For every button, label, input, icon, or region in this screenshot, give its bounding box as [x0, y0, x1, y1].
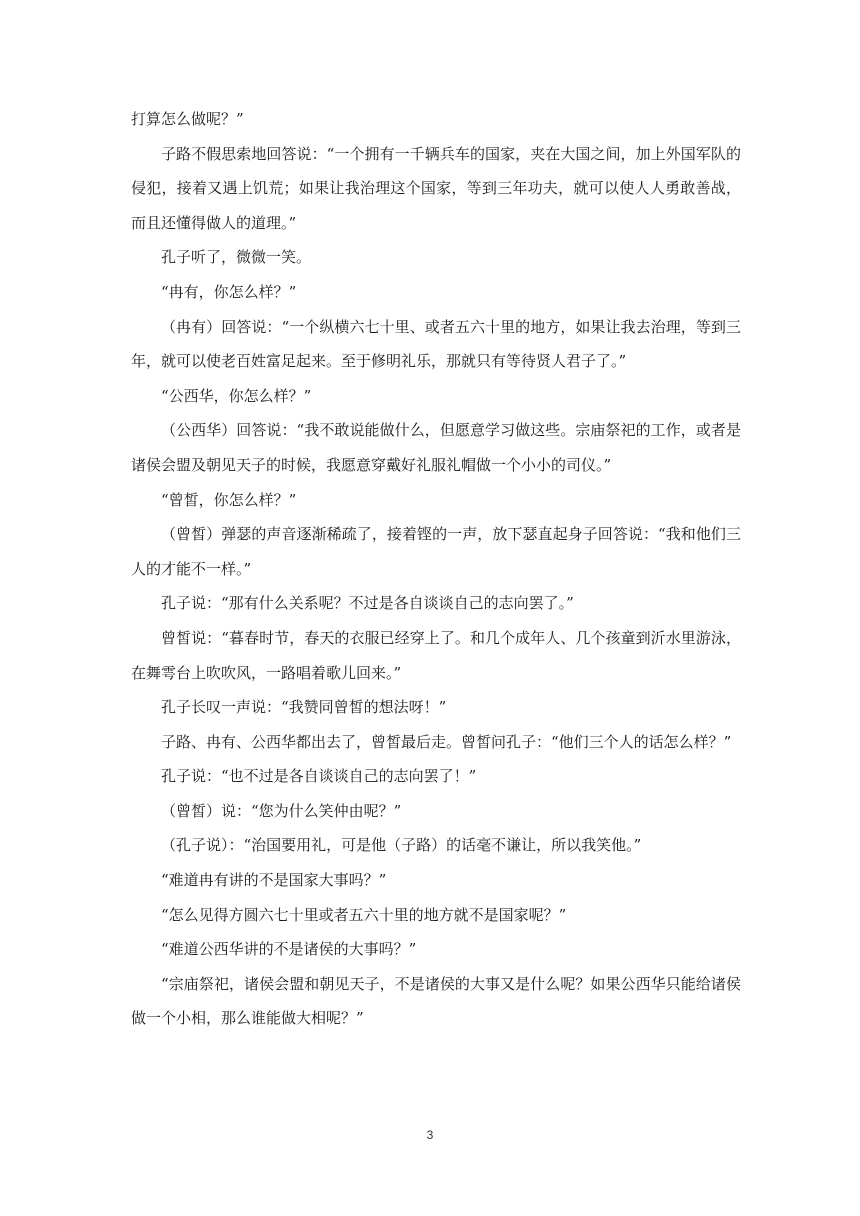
paragraph-1: 打算怎么做呢？”	[131, 110, 244, 128]
document-body	[131, 102, 741, 1036]
paragraph-13: 子路、冉有、公西华都出去了，曾皙最后走。曾皙问孔子：“他们三个人的话怎么样？”	[161, 732, 732, 751]
paragraph-10: 孔子说：“那有什么关系呢？不过是各自谈谈自己的志向罢了。”	[161, 594, 574, 613]
paragraph-4: “冉有，你怎么样？”	[161, 282, 297, 301]
paragraph-12: 孔子长叹一声说：“我赞同曾皙的想法呀！”	[161, 698, 447, 717]
paragraph-7: （公西华）回答说：“我不敢说能做什么，但愿意学习做这些。宗庙祭祀的工作，或者是诸侯会盟及朝见天子的时候，我愿意穿戴好礼服礼帽做一个小小的司仪。”	[131, 421, 741, 474]
page-number: 3	[426, 1128, 434, 1142]
paragraph-8: “曾皙，你怎么样？”	[161, 490, 297, 509]
paragraph-20: “宗庙祭祀，诸侯会盟和朝见天子，不是诸侯的大事又是什么呢？如果公西华只能给诸侯做一个小相，那么谁能做大相呢？”	[131, 974, 741, 1028]
paragraph-5: （冉有）回答说：“一个纵横六七十里、或者五六十里的地方，如果让我去治理，等到三年，就可以使老百姓富足起来。至于修明礼乐，那就只有等待贤人君子了。”	[131, 317, 741, 371]
paragraph-3: 孔子听了，微微一笑。	[161, 248, 312, 267]
paragraph-11: 曾皙说：“暮春时节，春天的衣服已经穿上了。和几个成年人、几个孩童到沂水里游泳，在舞雩台上吹吹风，一路唱着歌儿回来。”	[131, 628, 741, 682]
paragraph-18: “怎么见得方圆六七十里或者五六十里的地方就不是国家呢？”	[161, 905, 567, 924]
paragraph-14: 孔子说：“也不过是各自谈谈自己的志向罢了！”	[161, 767, 477, 786]
paragraph-2: 子路不假思索地回答说：“一个拥有一千辆兵车的国家，夹在大国之间，加上外国军队的侵犯，接着又遇上饥荒；如果让我治理这个国家，等到三年功夫，就可以使人人勇敢善战，而且还懂得做人的道理。”	[131, 144, 741, 232]
paragraph-16: （孔子说）：“治国要用礼，可是他（子路）的话毫不谦让，所以我笑他。”	[161, 836, 642, 855]
paragraph-9: （曾皙）弹瑟的声音逐渐稀疏了，接着铿的一声，放下瑟直起身子回答说：“我和他们三人的才能不一样。”	[131, 525, 741, 578]
paragraph-15: （曾皙）说：“您为什么笑仲由呢？”	[161, 801, 402, 820]
paragraph-6: “公西华，你怎么样？”	[161, 386, 312, 405]
paragraph-17: “难道冉有讲的不是国家大事吗？”	[161, 871, 387, 890]
paragraph-19: “难道公西华讲的不是诸侯的大事吗？”	[161, 940, 417, 959]
